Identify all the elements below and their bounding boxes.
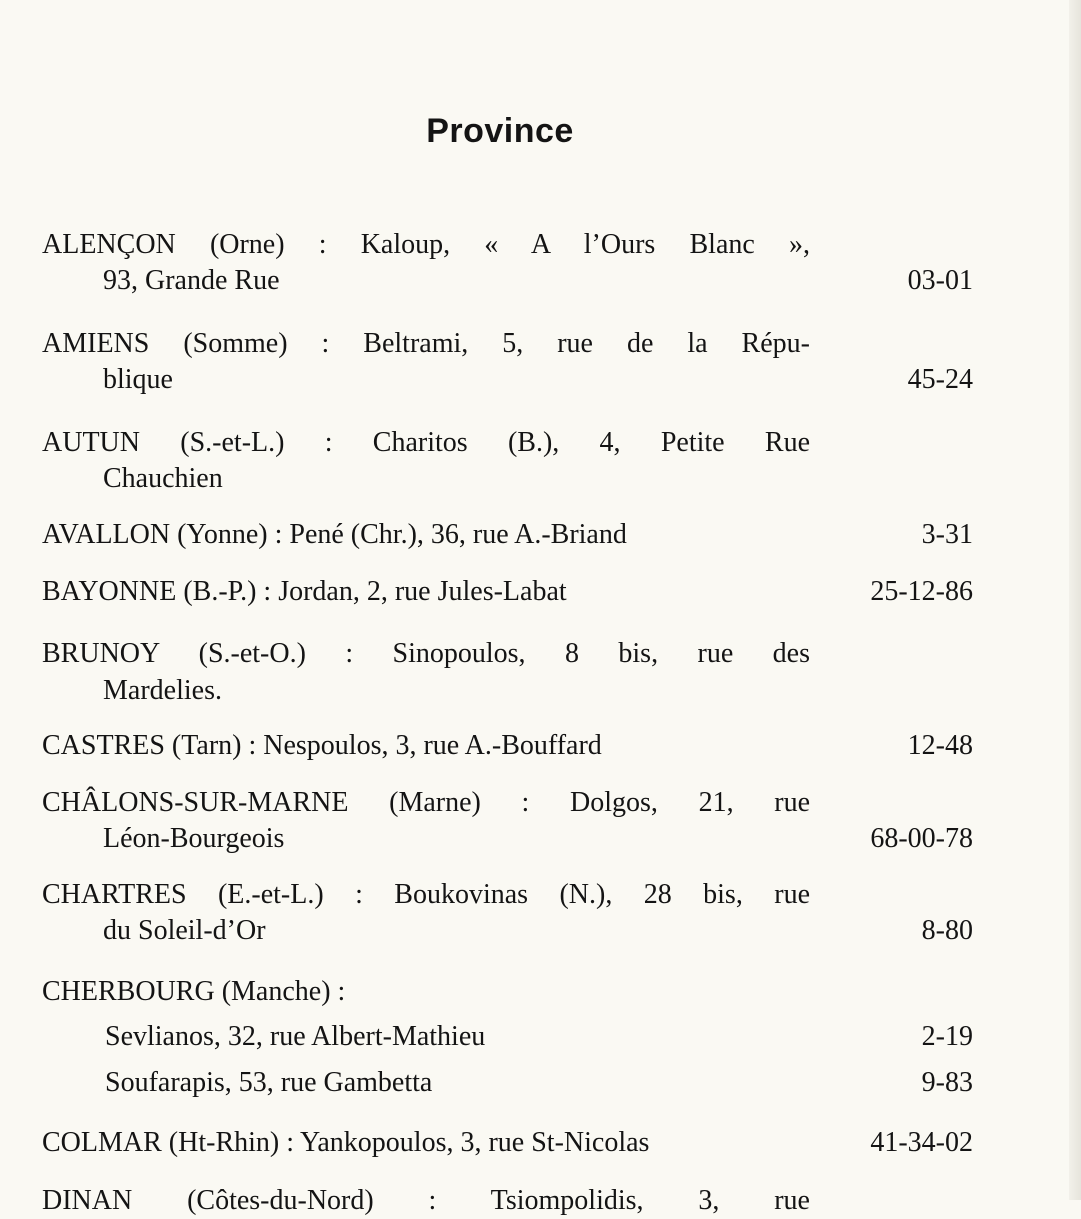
entry-colmar-line1: COLMAR (Ht-Rhin) : Yankopoulos, 3, rue St-Nicolas: [42, 1127, 650, 1158]
entry-cherbourg-sub2-phone: 9-83: [921, 1067, 973, 1098]
entry-chalons-phone: 68-00-78: [870, 823, 973, 854]
entry-alencon-phone: 03-01: [907, 265, 973, 296]
entry-chartres-line1: CHARTRES (E.-et-L.) : Boukovinas (N.), 28 bis, rue: [42, 879, 810, 910]
entry-avallon-phone: 3-31: [921, 519, 973, 550]
entry-cherbourg-sub1: Sevlianos, 32, rue Albert-Mathieu: [105, 1021, 486, 1052]
entry-chalons-line2: Léon-Bourgeois: [103, 823, 285, 854]
entry-cherbourg-line1: CHERBOURG (Manche) :: [42, 976, 346, 1007]
entry-alencon-line2: 93, Grande Rue: [103, 265, 280, 296]
entry-bayonne-phone: 25-12-86: [870, 576, 973, 607]
entry-brunoy-line2: Mardelies.: [103, 675, 222, 706]
entry-avallon-line1: AVALLON (Yonne) : Pené (Chr.), 36, rue A.-Briand: [42, 519, 627, 550]
entry-amiens-line2: blique: [103, 364, 173, 395]
entry-autun-line2: Chauchien: [103, 463, 223, 494]
entry-cherbourg-sub1-phone: 2-19: [921, 1021, 973, 1052]
entry-brunoy-line1: BRUNOY (S.-et-O.) : Sinopoulos, 8 bis, rue des: [42, 638, 810, 669]
page-edge: [1069, 0, 1081, 1200]
entry-chartres-line2: du Soleil-d’Or: [103, 915, 266, 946]
entry-chartres-phone: 8-80: [921, 915, 973, 946]
entry-cherbourg-sub2: Soufarapis, 53, rue Gambetta: [105, 1067, 433, 1098]
entry-castres-phone: 12-48: [907, 730, 973, 761]
entry-amiens-phone: 45-24: [907, 364, 973, 395]
entry-autun-line1: AUTUN (S.-et-L.) : Charitos (B.), 4, Petite Rue: [42, 427, 810, 458]
entry-colmar-phone: 41-34-02: [870, 1127, 973, 1158]
entry-castres-line1: CASTRES (Tarn) : Nespoulos, 3, rue A.-Bouffard: [42, 730, 602, 761]
entry-alencon-line1: ALENÇON (Orne) : Kaloup, « A l’Ours Blanc »,: [42, 229, 810, 260]
entry-dinan-line1: DINAN (Côtes-du-Nord) : Tsiompolidis, 3, rue: [42, 1185, 810, 1216]
entry-chalons-line1: CHÂLONS-SUR-MARNE (Marne) : Dolgos, 21, rue: [42, 787, 810, 818]
entry-bayonne-line1: BAYONNE (B.-P.) : Jordan, 2, rue Jules-Labat: [42, 576, 567, 607]
entry-amiens-line1: AMIENS (Somme) : Beltrami, 5, rue de la Répu-: [42, 328, 810, 359]
page-title: Province: [426, 112, 574, 150]
